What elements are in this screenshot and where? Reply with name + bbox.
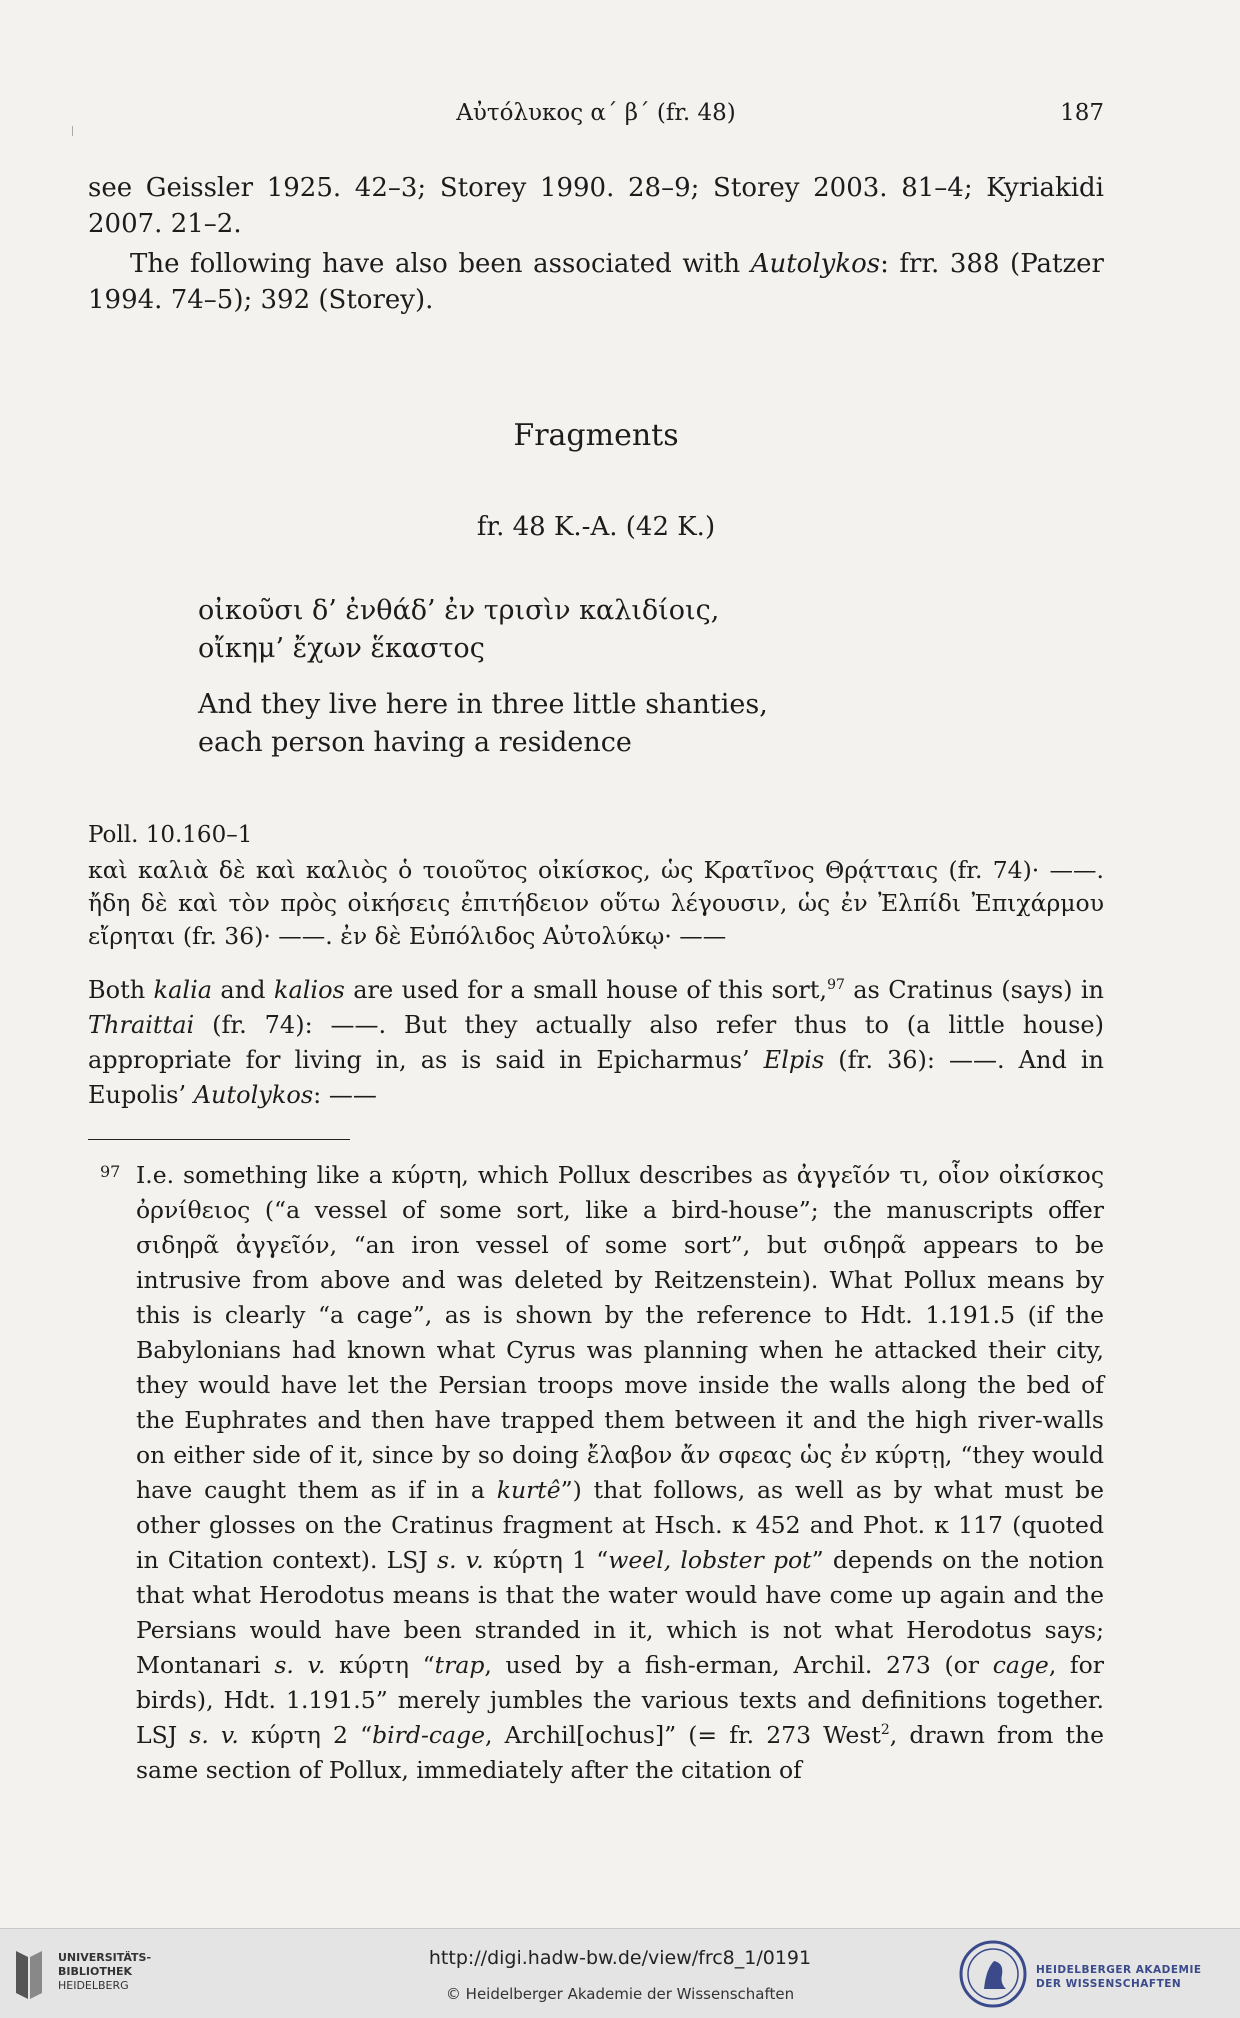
associated-text: The following have also been associated with — [130, 249, 751, 279]
footnote-body — [136, 1158, 1104, 1788]
footnote — [88, 1158, 1104, 1788]
italic-term: s. v. — [274, 1651, 326, 1679]
translation-text: (fr. 36): ——. And in Eupolis’ — [88, 1046, 1104, 1109]
italic-term: kalia — [153, 976, 213, 1004]
translation-text: are used for a small house of this sort, — [344, 976, 828, 1004]
edition-superscript: 2 — [880, 1722, 890, 1739]
footnote-text: , for birds), Hdt. 1.191.5” merely jumbles the various texts and definitions together. LSJ — [136, 1651, 1104, 1749]
footer-bar — [0, 1928, 1240, 2018]
academy-name-line: DER WISSENSCHAFTEN — [1036, 1978, 1182, 1990]
translation-text: as Cratinus (says) in — [844, 976, 1104, 1004]
footnote-text: , Archil[ochus]” (= fr. 273 West — [485, 1721, 881, 1749]
greek-verse — [198, 592, 719, 668]
greek-verse-line: οἴκημ’ ἔχων ἕκαστος — [198, 633, 485, 664]
italic-term: kalios — [273, 976, 345, 1004]
copyright-notice: © Heidelberger Akademie der Wissenschaften — [445, 1985, 795, 2003]
italic-term: Thraittai — [88, 1011, 195, 1039]
english-verse — [198, 686, 768, 762]
page-number: 187 — [1060, 100, 1104, 126]
italic-term: s. v. — [437, 1546, 484, 1574]
academy-name — [1036, 1963, 1202, 1991]
margin-mark — [72, 126, 73, 136]
footnote-number: 97 — [100, 1162, 121, 1181]
fragment-label: fr. 48 K.-A. (42 K.) — [476, 512, 716, 542]
associated-text-end: : frr. 388 (Patzer 1994. 74–5); 392 (Storey). — [88, 249, 1104, 315]
italic-term: Autolykos — [193, 1081, 314, 1109]
running-header — [88, 94, 1104, 134]
translation-text: and — [212, 976, 274, 1004]
library-name-line: BIBLIOTHEK — [58, 1965, 133, 1978]
italic-term: bird-cage — [372, 1721, 486, 1749]
play-title: Autolykos — [750, 249, 881, 279]
italic-term: trap — [434, 1651, 485, 1679]
footnote-divider — [88, 1139, 350, 1140]
english-verse-line: each person having a residence — [198, 727, 632, 758]
library-name-line: UNIVERSITÄTS- — [58, 1951, 152, 1964]
italic-term: weel, lobster pot — [608, 1546, 812, 1574]
intro-paragraph: see Geissler 1925. 42–3; Storey 1990. 28–9; Storey 2003. 81–4; Kyriakidi 2007. 21–2. — [88, 173, 1104, 239]
footnote-text: , drawn from the same section of Pollux, immediately after the citation of — [136, 1721, 1104, 1784]
footnote-text: I.e. something like a κύρτη, which Pollux describes as ἀγγεῖόν τι, οἷον οἰκίσκος ὀρνίθειος (“a vessel of some sort, like a bird-house”; the manuscripts offer σιδηρᾶ ἀγγεῖόν, “an iron vessel of some sort”, but σιδηρᾶ appears to be intrusive from above and was deleted by Reitzenstein). What Pollux means by this is clearly “a cage”, as is shown by the reference to Hdt. 1.191.5 (if the Babylonians had known what Cyrus was planning when he attacked their city, they would have let the Persian troops move inside the walls along the bed of the Euphrates and then have trapped them between it and the high river-walls on either side of it, since by so doing ἔλαβον ἄν σφεας ὡς ἐν κύρτῃ, “they would have caught them as if in a — [136, 1161, 1104, 1504]
translation-text: : —— — [313, 1081, 377, 1109]
footnote-text: ”) that follows, as well as by what must be other glosses on the Cratinus fragment at Hsch. κ 452 and Phot. κ 117 (quoted in Citation context). LSJ — [136, 1476, 1104, 1574]
footnote-text: κύρτη 1 “ — [483, 1546, 609, 1574]
greek-context: καὶ καλιὰ δὲ καὶ καλιὸς ὁ τοιοῦτος οἰκίσκος, ὡς Κρατῖνος Θρᾴτταις (fr. 74)· ——. ἤδη δὲ καὶ τὸν πρὸς οἰκήσεις ἐπιτήδειον οὕτω λέγουσιν, ὡς ἐν Ἐλπίδι Ἐπιχάρμου εἴρηται (fr. 36)· ——. ἐν δὲ Εὐπόλιδος Αὐτολύκῳ· —— — [88, 856, 1104, 950]
english-verse-line: And they live here in three little shanties, — [198, 689, 768, 720]
library-name-line: HEIDELBERG — [58, 1979, 129, 1992]
italic-term: cage — [992, 1651, 1049, 1679]
translation-text: Both — [88, 976, 154, 1004]
footnote-reference[interactable]: 97 — [827, 977, 845, 993]
running-title: Αὐτόλυκος α´ β´ (fr. 48) — [456, 100, 736, 126]
translation-paragraph — [88, 973, 1104, 1113]
academy-name-line: HEIDELBERGER AKADEMIE — [1036, 1964, 1202, 1976]
footnote-text: κύρτη 2 “ — [238, 1721, 373, 1749]
greek-verse-line: οἰκοῦσι δ’ ἐνθάδ’ ἐν τρισὶν καλιδίοις, — [198, 595, 720, 626]
permalink-url[interactable]: http://digi.hadw-bw.de/view/frc8_1/0191 — [428, 1947, 812, 1969]
academy-seal-icon — [958, 1939, 1028, 2009]
footnote-text: ” depends on the notion that what Herodotus means is that the water would have come up again and the Persians would have been stranded in it, which is not what Herodotus says; Montanari — [136, 1546, 1105, 1679]
italic-term: kurtê — [496, 1476, 561, 1504]
associated-paragraph — [88, 246, 1104, 318]
section-heading: Fragments — [513, 418, 679, 453]
italic-term: Elpis — [763, 1046, 825, 1074]
italic-term: s. v. — [189, 1721, 239, 1749]
source-citation: Poll. 10.160–1 — [88, 822, 253, 848]
footnote-text: κύρτη “ — [325, 1651, 435, 1679]
footnote-text: , used by a fish-erman, Archil. 273 (or — [484, 1651, 993, 1679]
translation-text: (fr. 74): ——. But they actually also refer thus to (a little house) appropriate for living in, as is said in Epicharmus’ — [88, 1011, 1104, 1074]
